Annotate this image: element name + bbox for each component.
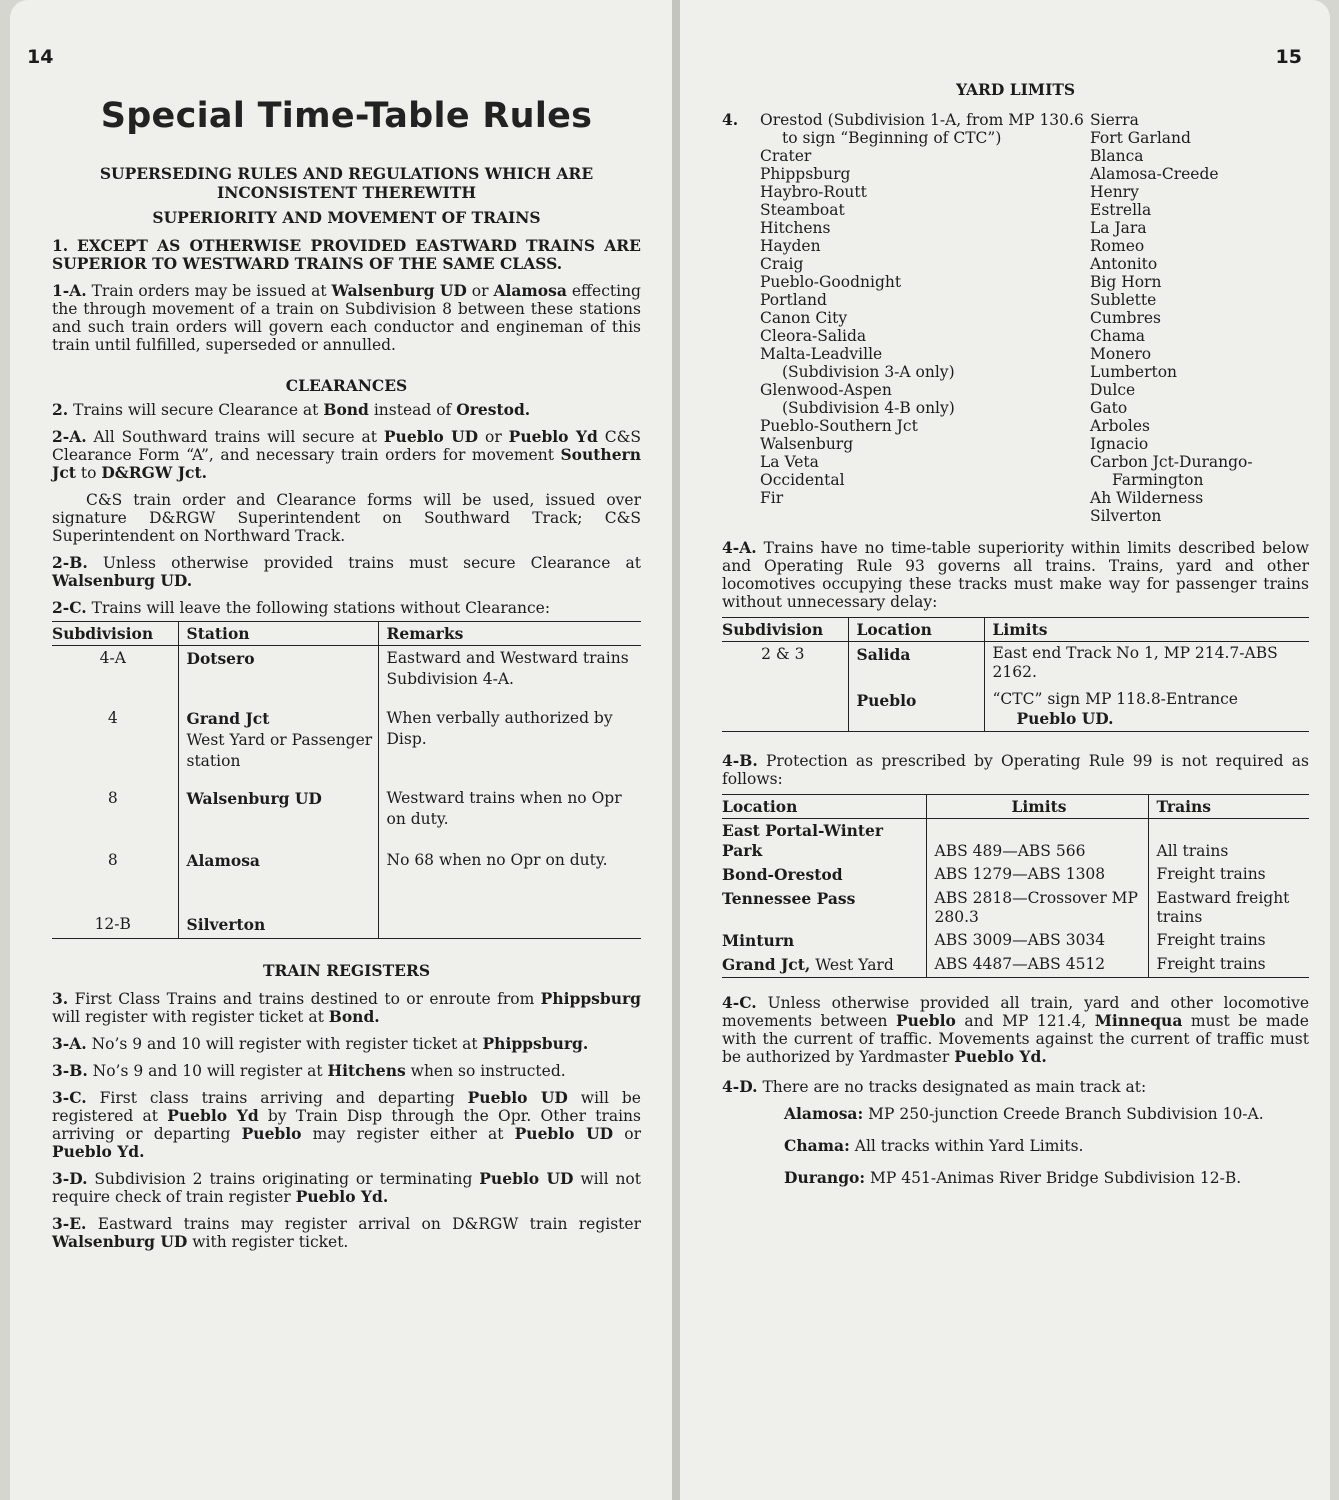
list-item: Craig — [760, 255, 804, 273]
yard-list-column-1 — [760, 111, 1090, 525]
rule-4d-item: Durango: MP 451-Animas River Bridge Subdivision 12-B. — [784, 1168, 1242, 1187]
list-item: Lumberton — [1090, 363, 1178, 381]
column-header: Remarks — [378, 622, 641, 646]
list-item: Pueblo-Southern Jct — [760, 417, 918, 435]
left-content — [52, 96, 641, 1260]
list-item: Arboles — [1090, 417, 1150, 435]
list-item: Crater — [760, 147, 812, 165]
list-item: Glenwood-Aspen — [760, 381, 892, 399]
list-item: Orestod (Subdivision 1-A, from MP 130.6 to sign “Beginning of CTC”) — [760, 111, 1084, 147]
list-item: Ah Wilderness — [1090, 489, 1204, 507]
list-item: (Subdivision 4-B only) — [782, 399, 955, 417]
table-4a — [722, 617, 1309, 732]
rule-3d: 3-D. Subdivision 2 trains originating or terminating Pueblo UD will not require check of train register Pueblo Yd. — [52, 1168, 641, 1206]
column-header: Subdivision — [52, 622, 178, 646]
list-item: Steamboat — [760, 201, 845, 219]
list-item: Occidental — [760, 471, 845, 489]
page-number: 15 — [1275, 46, 1302, 68]
table-row: 8 Walsenburg UD Westward trains when no Opr on duty. — [52, 786, 641, 848]
list-item: La Jara — [1090, 219, 1147, 237]
rule-4d-item: Alamosa: MP 250-junction Creede Branch Subdivision 10-A. — [784, 1104, 1264, 1123]
list-item: Canon City — [760, 309, 848, 327]
list-item: Gato — [1090, 399, 1128, 417]
list-item: Fort Garland — [1090, 129, 1191, 147]
rule-2a-continued: C&S train order and Clearance forms will be used, issued over signature D&RGW Superintendent on Southward Track; C&S Superintendent on Northward Track. — [52, 491, 641, 545]
section-heading-registers: TRAIN REGISTERS — [262, 960, 431, 980]
list-item: Hayden — [760, 237, 821, 255]
left-page — [10, 0, 672, 1500]
column-header: Station — [178, 622, 378, 646]
rule-4d-item: Chama: All tracks within Yard Limits. — [784, 1136, 1084, 1155]
rule-4b: 4-B. Protection as prescribed by Operating Rule 99 is not required as follows: — [722, 751, 1309, 788]
list-item: Cumbres — [1090, 309, 1161, 327]
list-item: Antonito — [1090, 255, 1158, 273]
list-item: Monero — [1090, 345, 1152, 363]
subtitle: SUPERSEDING RULES AND REGULATIONS WHICH ARE INCONSISTENT THEREWITH — [99, 164, 594, 202]
rule-2a: 2-A. All Southward trains will secure at Pueblo UD or Pueblo Yd C&S Clearance Form “A”, and necessary train orders for movement Southern Jct to D&RGW Jct. — [52, 427, 642, 482]
list-item: Malta-Leadville — [760, 345, 883, 363]
table-row: Grand Jct, West Yard ABS 4487—ABS 4512 Freight trains — [722, 953, 1309, 978]
rule-3b: 3-B. No’s 9 and 10 will register at Hitchens when so instructed. — [52, 1060, 566, 1080]
page-title: Special Time-Table Rules — [100, 96, 593, 136]
table-row: 4 Grand Jct West Yard or Passenger station When verbally authorized by Disp. — [52, 706, 641, 786]
table-row: 2 & 3 Salida East end Track No 1, MP 214.7-ABS 2162. — [722, 642, 1309, 689]
yard-limits-list — [722, 111, 1309, 525]
list-item: Carbon Jct-Durango-Farmington — [1090, 453, 1253, 489]
list-item: Chama — [1090, 327, 1146, 345]
table-row: East Portal-Winter Park ABS 489—ABS 566 All trains — [722, 819, 1309, 864]
clearance-table — [52, 621, 641, 939]
column-header: Location — [848, 618, 984, 642]
rule-4d: 4-D. There are no tracks designated as main track at: — [722, 1077, 1147, 1096]
rule-2: 2. Trains will secure Clearance at Bond instead of Orestod. — [52, 400, 531, 419]
list-item: Sublette — [1090, 291, 1157, 309]
list-item: Sierra — [1090, 111, 1139, 129]
rule-4a: 4-A. Trains have no time-table superiority within limits described below and Operating Rule 93 governs all trains. Trains, yard and other locomotives occupying these tracks must make way for passenger trains without unnecessary delay: — [722, 538, 1309, 611]
rule-3e: 3-E. Eastward trains may register arrival on D&RGW train register Walsenburg UD with register ticket. — [52, 1213, 641, 1251]
list-item: Fir — [760, 489, 784, 507]
list-item: Big Horn — [1090, 273, 1162, 291]
list-item: Portland — [760, 291, 827, 309]
list-item: Estrella — [1090, 201, 1152, 219]
right-content — [722, 80, 1309, 1196]
list-item: Alamosa-Creede — [1090, 165, 1219, 183]
list-item: Haybro-Routt — [760, 183, 867, 201]
list-item: Dulce — [1090, 381, 1136, 399]
rule-3c: 3-C. First class trains arriving and departing Pueblo UD will be registered at Pueblo Yd by Train Disp through the Opr. Other trains arriving or departing Pueblo may register either at Pueblo UD or Pueblo Yd. — [52, 1087, 641, 1161]
table-row: 4-A Dotsero Eastward and Westward trains Subdivision 4-A. — [52, 646, 641, 706]
section-heading-clearances: CLEARANCES — [285, 376, 408, 395]
rule-number: 4. — [722, 110, 739, 129]
rule-3: 3. First Class Trains and trains destined to or enroute from Phippsburg will register with register ticket at Bond. — [52, 988, 641, 1026]
rule-2b: 2-B. Unless otherwise provided trains must secure Clearance at Walsenburg UD. — [52, 553, 641, 590]
page-number: 14 — [27, 46, 54, 68]
table-row: Bond-Orestod ABS 1279—ABS 1308 Freight trains — [722, 863, 1309, 887]
list-item: Hitchens — [760, 219, 831, 237]
rule-1: 1. EXCEPT AS OTHERWISE PROVIDED EASTWARD TRAINS ARE SUPERIOR TO WESTWARD TRAINS OF THE SAME CLASS. — [52, 236, 641, 273]
rule-3a: 3-A. No’s 9 and 10 will register with register ticket at Phippsburg. — [52, 1033, 589, 1053]
rule-4c: 4-C. Unless otherwise provided all train, yard and other locomotive movements between Pueblo and MP 121.4, Minnequa must be made with the current of traffic. Movements against the current of traffic must be authorized by Yardmaster Pueblo Yd. — [722, 993, 1309, 1066]
list-item: Walsenburg — [760, 435, 854, 453]
section-heading-superiority: SUPERIORITY AND MOVEMENT OF TRAINS — [152, 208, 541, 227]
list-item: Romeo — [1090, 237, 1145, 255]
list-item: Ignacio — [1090, 435, 1149, 453]
right-page — [680, 0, 1330, 1500]
column-header: Limits — [926, 795, 1148, 819]
table-row: 8 Alamosa No 68 when no Opr on duty. — [52, 848, 641, 912]
table-row: Pueblo “CTC” sign MP 118.8-Entrance Pueblo UD. — [722, 688, 1309, 732]
column-header: Limits — [984, 618, 1309, 642]
rule-1a: 1-A. Train orders may be issued at Walsenburg UD or Alamosa effecting the through movement of a train on Subdivision 8 between these stations and such train orders will govern each conductor and engineman of this train until fulfilled, superseded or annulled. — [52, 281, 641, 354]
column-header: Location — [722, 795, 926, 819]
table-row: 12-B Silverton — [52, 912, 641, 939]
section-heading-yard-limits: YARD LIMITS — [955, 80, 1076, 99]
list-item: Pueblo-Goodnight — [760, 273, 902, 291]
table-row: Minturn ABS 3009—ABS 3034 Freight trains — [722, 929, 1309, 953]
list-item: Phippsburg — [760, 165, 851, 183]
list-item: Blanca — [1090, 147, 1144, 165]
list-item: Silverton — [1090, 507, 1162, 525]
list-item: Henry — [1090, 183, 1139, 201]
column-header: Trains — [1148, 795, 1309, 819]
table-4b — [722, 794, 1309, 978]
yard-list-column-2 — [1090, 111, 1309, 525]
list-item: (Subdivision 3-A only) — [782, 363, 955, 381]
table-row: Tennessee Pass ABS 2818—Crossover MP 280.3 Eastward freight trains — [722, 887, 1309, 929]
list-item: Cleora-Salida — [760, 327, 867, 345]
list-item: La Veta — [760, 453, 819, 471]
column-header: Subdivision — [722, 618, 848, 642]
page-gutter — [672, 0, 680, 1500]
rule-2c: 2-C. Trains will leave the following stations without Clearance: — [52, 598, 551, 617]
